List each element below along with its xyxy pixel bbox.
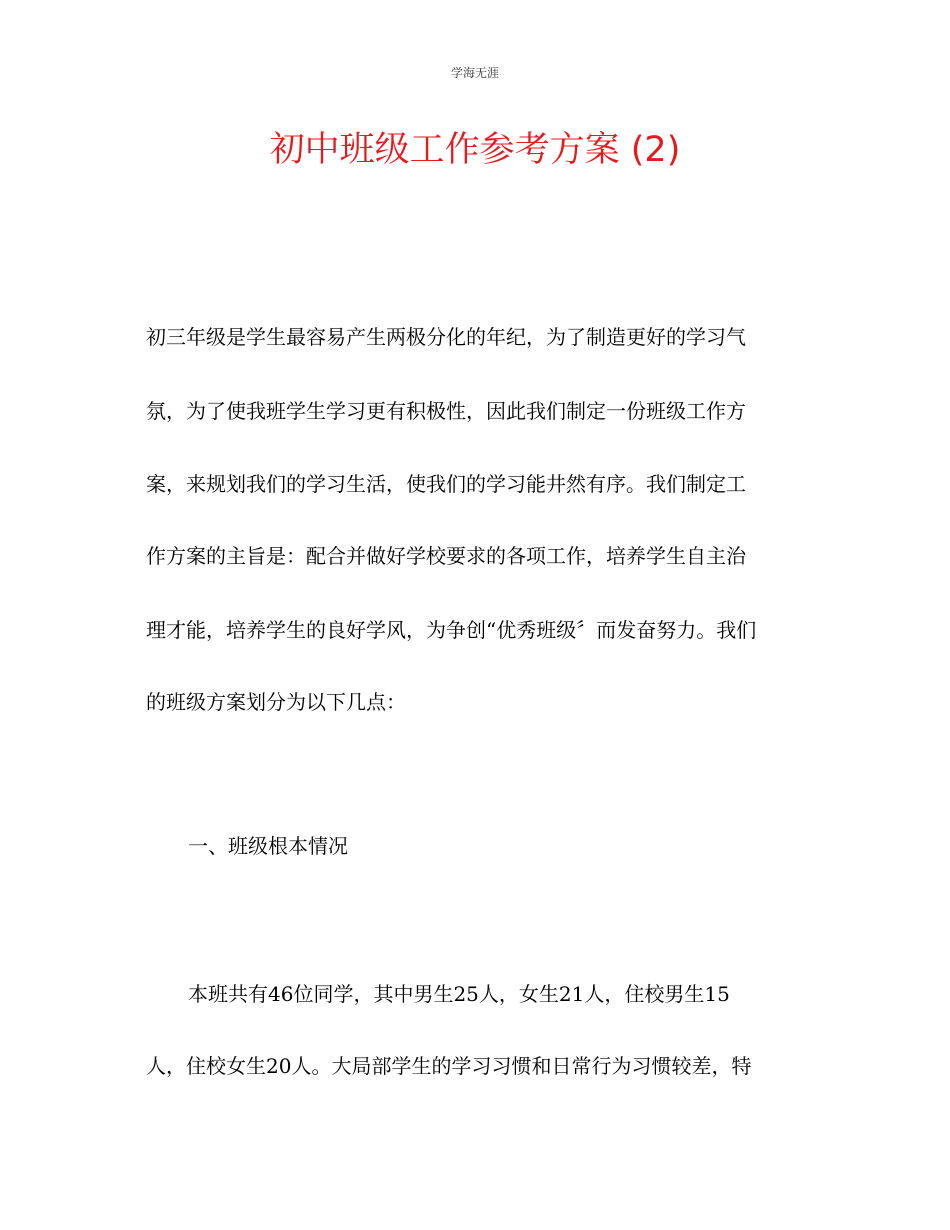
intro-line: 初三年级是学生最容易产生两极分化的年纪，为了制造更好的学习气 xyxy=(146,325,746,349)
intro-line: 理才能，培养学生的良好学风，为争创“优秀班级〞而发奋努力。我们 xyxy=(146,618,757,642)
intro-line: 案，来规划我们的学习生活，使我们的学习能井然有序。我们制定工 xyxy=(146,472,746,496)
section-line: 本班共有46位同学，其中男生25人，女生21人，住校男生15 xyxy=(188,982,730,1006)
page-header-text: 学海无涯 xyxy=(450,66,499,80)
intro-line: 氛，为了使我班学生学习更有积极性，因此我们制定一份班级工作方 xyxy=(146,399,746,423)
section-heading: 一、班级根本情况 xyxy=(188,834,348,858)
intro-line: 的班级方案划分为以下几点： xyxy=(146,690,406,714)
section-line: 人，住校女生20人。大局部学生的学习习惯和日常行为习惯较差，特 xyxy=(146,1054,752,1078)
document-title: 初中班级工作参考方案 (2) xyxy=(269,130,681,170)
intro-line: 作方案的主旨是：配合并做好学校要求的各项工作，培养学生自主治 xyxy=(146,544,746,568)
